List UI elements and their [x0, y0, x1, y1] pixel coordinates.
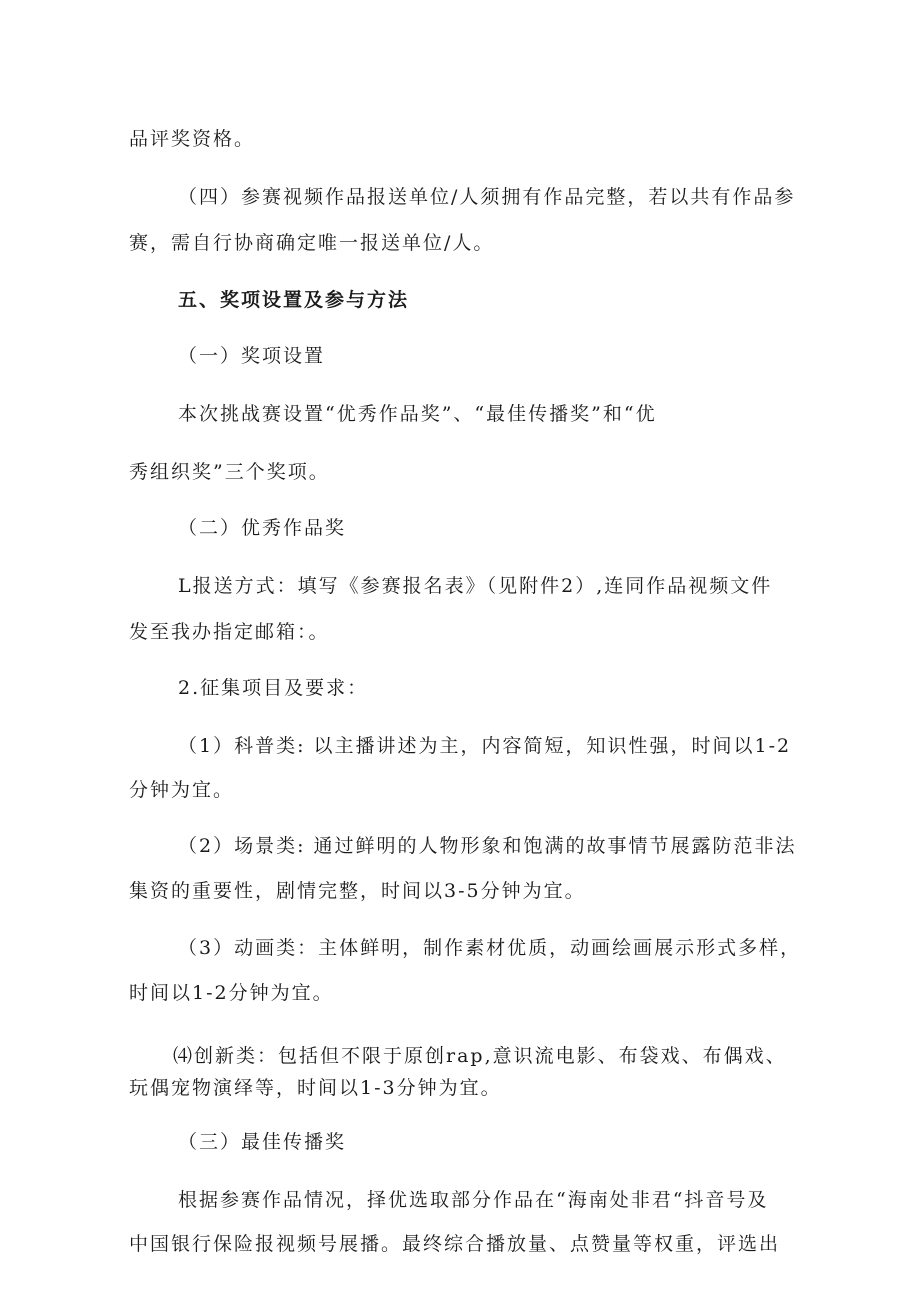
paragraph-line: 秀组织奖”三个奖项。 [129, 461, 330, 483]
list-item-line: 玩偶宠物演绎等，时间以1-3分钟为宜。 [129, 1077, 502, 1099]
subsection-heading: （二）优秀作品奖 [178, 517, 347, 539]
list-item-line: （1）科普类: 以主播讲述为主，内容简短，知识性强，时间以1-2 [178, 735, 792, 757]
paragraph-line: L报送方式：填写《参赛报名表》（见附件2）,连同作品视频文件 [178, 575, 773, 597]
paragraph-line: 本次挑战赛设置“优秀作品奖”、“最佳传播奖”和“优 [178, 403, 657, 425]
list-item-line: （2）场景类: 通过鲜明的人物形象和饱满的故事情节展露防范非法 [178, 835, 797, 857]
section-heading: 五、奖项设置及参与方法 [178, 289, 410, 311]
paragraph-line: 赛，需自行协商确定唯一报送单位/人。 [129, 232, 495, 254]
subsection-heading: （三）最佳传播奖 [178, 1131, 347, 1153]
list-item-line: 集资的重要性，剧情完整，时间以3-5分钟为宜。 [129, 880, 586, 902]
paragraph-line: 中国银行保险报视频号展播。最终综合播放量、点赞量等权重，评选出 [129, 1233, 781, 1255]
paragraph-line: 根据参赛作品情况，择优选取部分作品在“海南处非君“抖音号及 [178, 1189, 769, 1211]
list-item-line: （3）动画类：主体鲜明，制作素材优质，动画绘画展示形式多样， [178, 937, 802, 959]
paragraph-line: 品评奖资格。 [129, 128, 256, 150]
paragraph-line: 发至我办指定邮箱：。 [129, 621, 330, 643]
subsection-heading: （一）奖项设置 [178, 345, 326, 367]
list-item-line: 分钟为宜。 [129, 779, 235, 801]
list-item-line: 时间以1-2分钟为宜。 [129, 982, 334, 1004]
list-heading: 2.征集项目及要求： [178, 677, 369, 699]
list-item-line: ⑷创新类：包括但不限于原创rap,意识流电影、布袋戏、布偶戏、 [173, 1045, 787, 1067]
paragraph-line: （四）参赛视频作品报送单位/人须拥有作品完整，若以共有作品参 [178, 186, 796, 208]
